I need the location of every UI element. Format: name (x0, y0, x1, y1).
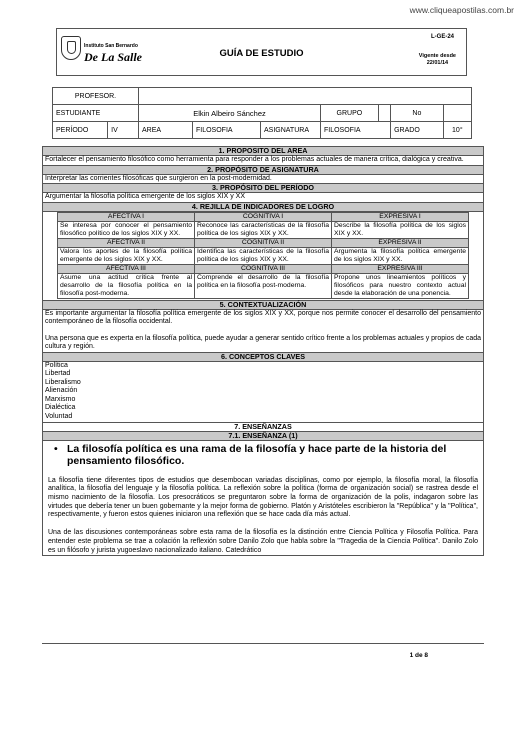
validity-info (419, 53, 456, 67)
main-content (42, 146, 484, 556)
indicators-grid (57, 212, 469, 299)
section-4-title: 4. REJILLA DE INDICADORES DE LOGRO (42, 202, 484, 211)
concepts-list (42, 361, 484, 422)
grado-label: GRADO (391, 122, 444, 139)
section-5-title: 5. CONTEXTUALIZACIÓN (42, 300, 484, 309)
list-item: Política (45, 361, 68, 369)
section-7-title: 7. ENSEÑANZAS (42, 422, 484, 431)
section-6-title: 6. CONCEPTOS CLAVES (42, 352, 484, 361)
document-header (56, 28, 467, 76)
grid-cell: Valora los aportes de la filosofía política emergente de los siglos XIX y XX. (58, 247, 195, 264)
section-3-text: Argumentar la filosofía política emergente de los siglos XIX y XX (42, 192, 484, 202)
section-7-paragraph-1: La filosofía tiene diferentes tipos de estudios que desembocan variadas disciplinas, como por ejemplo, la filosofía moral, la filosofía analítica, la filosofía del lenguaje y la filosofía política. La reflexión sobre la política (forma de organización social) se rastrea desde el mismo nacimiento de la filosofía. Los presocráticos se preguntaron sobre la forma de organización de la polis, indagaron sobre las virtudes que debería tener un buen gobernante y la mejor forma de gobierno. Platón y Aristóteles escribieron la "República" y la "Política", respectivamente, y fueron estos quienes iniciaron una reflexión que se hace cada día más actual. (48, 476, 478, 519)
grid-cell: Propone unos lineamientos políticos y filosóficos para nuestro contexto actual desde la elaboración de una ponencia. (332, 273, 469, 298)
asignatura-value: FILOSOFIA (321, 122, 391, 139)
institution-name: Instituto San Bernardo (84, 43, 138, 49)
list-item: Marxismo (45, 395, 76, 403)
section-7-body (42, 440, 484, 557)
profesor-label: PROFESOR. (53, 88, 139, 105)
area-label: AREA (139, 122, 193, 139)
logo-text: De La Salle (84, 50, 142, 64)
grid-header: EXPRESIVA II (332, 238, 469, 247)
document-code: L-GE-24 (430, 34, 454, 40)
list-item: Dialéctica (45, 404, 76, 412)
estudiante-value: Elkin Albeiro Sánchez (139, 105, 321, 122)
section-1-title: 1. PROPOSITO DEL AREA (42, 146, 484, 155)
section-3-title: 3. PROPÓSITO DEL PERÍODO (42, 183, 484, 192)
section-2-title: 2. PROPÓSITO DE ASIGNATURA (42, 165, 484, 174)
grid-header: AFECTIVA III (58, 264, 195, 273)
list-item: Liberalismo (45, 378, 81, 386)
validity-label: Vigente desde (418, 53, 456, 59)
grid-header: COGNITIVA I (195, 212, 332, 221)
validity-date: 22/01/14 (426, 60, 449, 66)
grid-header: EXPRESIVA I (332, 212, 469, 221)
grid-cell: Se interesa por conocer el pensamiento filosófico político de los siglos XIX y XX. (58, 221, 195, 238)
profesor-value (139, 88, 472, 105)
grado-value: 10° (443, 122, 471, 139)
estudiante-label: ESTUDIANTE (53, 105, 139, 122)
document-title: GUÍA DE ESTUDIO (219, 48, 304, 59)
grid-cell: Reconoce las características de la filosofía política de los siglos XIX y XX. (195, 221, 332, 238)
grid-cell: Comprende el desarrollo de la filosofía política en la filosofía post-moderna. (195, 273, 332, 298)
periodo-label: PERÍODO (53, 122, 108, 139)
section-5-body (42, 309, 484, 352)
section-1-text: Fortalecer el pensamiento filosófico como herramienta para responder a los problemas actuales de manera crítica, dialógica y creativa. (42, 155, 484, 165)
grid-header: EXPRESIVA III (332, 264, 469, 273)
page-number: 1 de 8 (409, 652, 428, 659)
section-5-paragraph-2: Una persona que es experta en la filosofía política, puede ayudar a generar sentido crítico frente a los problemas actuales y propios de cada cultura y región. (45, 334, 481, 350)
list-item: Libertad (45, 370, 71, 378)
indicators-grid-wrap (42, 211, 484, 300)
section-2-text: Interpretar las corrientes filosóficas que surgieron en la post-modernidad. (42, 174, 484, 184)
section-7-paragraph-2: Una de las discusiones contemporáneas sobre esta rama de la filosofía es la distinción entre Ciencia Política y Filosofía Política. Para entender este problema se trae a colación la reflexión sobre Danilo Zolo que habla sobre la "Tragedia de la Ciencia Política". Danilo Zolo es un filósofo y jurista yugoeslavo nacionalizado italiano. Catedrático (48, 529, 478, 554)
no-value (443, 105, 471, 122)
footer-divider (42, 643, 484, 644)
grid-cell: Describe la filosofía política de los siglos XIX y XX. (332, 221, 469, 238)
area-value: FILOSOFIA (193, 122, 261, 139)
section-7-1-title: 7.1. ENSEÑANZA (1) (42, 431, 484, 440)
grupo-label: GRUPO (321, 105, 379, 122)
list-item: Alienación (45, 387, 78, 395)
grid-cell: Argumenta la filosofía política emergente de los siglos XIX y XX. (332, 247, 469, 264)
grid-header: AFECTIVA I (58, 212, 195, 221)
watermark-url: www.cliqueapostilas.com.br (409, 5, 514, 15)
section-5-paragraph-1: Es importante argumentar la filosofía política emergente de los siglos XIX y XX, porque nos permite conocer el desarrollo del pensamiento contemporáneo de la filosofía occidental. (45, 309, 481, 325)
grid-cell: Asume una actitud crítica frente al desarrollo de la filosofía política en la filosofía post-moderna. (58, 273, 195, 298)
list-item: Voluntad (45, 413, 73, 421)
grid-header: COGNITIVA II (195, 238, 332, 247)
no-label: No (391, 105, 444, 122)
info-table (52, 87, 472, 139)
grid-header: COGNITIVA III (195, 264, 332, 273)
grid-header: AFECTIVA II (58, 238, 195, 247)
bullet-heading: • La filosofía política es una rama de la filosofía y hace parte de la historia del pensamiento filosófico. (45, 441, 481, 467)
grid-cell: Identifica las características de la filosofía política de los siglos XIX y XX. (195, 247, 332, 264)
periodo-value: IV (108, 122, 139, 139)
grupo-value (378, 105, 390, 122)
asignatura-label: ASIGNATURA (261, 122, 321, 139)
